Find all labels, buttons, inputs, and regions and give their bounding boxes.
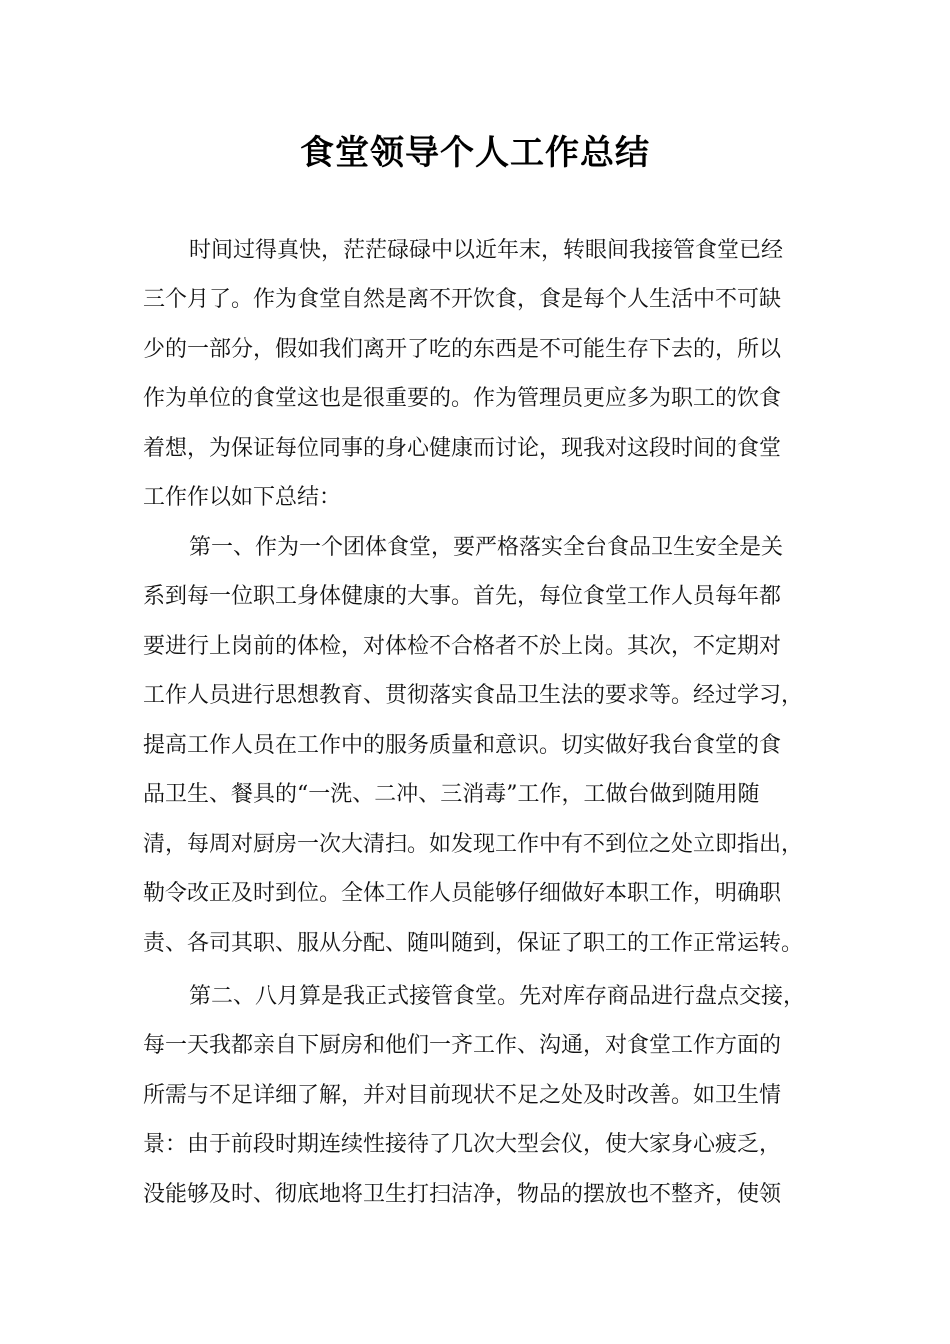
body-line: 品卫生、餐具的“一洗、二冲、三消毒”工作，工做台做到随用随 (143, 782, 760, 807)
body-line: 少的一部分，假如我们离开了吃的东西是不可能生存下去的，所以 (143, 337, 782, 362)
body-line: 所需与不足详细了解，并对目前现状不足之处及时改善。如卫生情 (143, 1083, 782, 1108)
body-line: 责、各司其职、服从分配、随叫随到，保证了职工的工作正常运转。 (143, 931, 804, 956)
document-title: 食堂领导个人工作总结 (300, 133, 650, 173)
body-line: 时间过得真快，茫茫碌碌中以近年末，转眼间我接管食堂已经 (189, 238, 784, 263)
body-line: 工作人员进行思想教育、贯彻落实食品卫生法的要求等。经过学习， (143, 683, 804, 708)
body-line: 每一天我都亲自下厨房和他们一齐工作、沟通，对食堂工作方面的 (143, 1033, 782, 1058)
body-line: 清，每周对厨房一次大清扫。如发现工作中有不到位之处立即指出， (143, 832, 804, 857)
body-line: 勒令改正及时到位。全体工作人员能够仔细做好本职工作，明确职 (143, 881, 782, 906)
body-line: 工作作以如下总结： (143, 485, 342, 510)
body-line: 景：由于前段时期连续性接待了几次大型会仪，使大家身心疲乏， (143, 1132, 782, 1157)
body-line: 没能够及时、彻底地将卫生打扫洁净，物品的摆放也不整齐，使领 (143, 1182, 782, 1207)
body-line: 要进行上岗前的体检，对体检不合格者不於上岗。其次，不定期对 (143, 634, 782, 659)
body-line: 作为单位的食堂这也是很重要的。作为管理员更应多为职工的饮食 (143, 386, 782, 411)
body-line: 系到每一位职工身体健康的大事。首先，每位食堂工作人员每年都 (143, 584, 782, 609)
body-line: 三个月了。作为食堂自然是离不开饮食，食是每个人生活中不可缺 (143, 287, 782, 312)
body-line: 第一、作为一个团体食堂，要严格落实全台食品卫生安全是关 (189, 535, 784, 560)
body-line: 第二、八月算是我正式接管食堂。先对库存商品进行盘点交接， (189, 984, 806, 1009)
body-line: 着想，为保证每位同事的身心健康而讨论，现我对这段时间的食堂 (143, 436, 782, 461)
body-line: 提高工作人员在工作中的服务质量和意识。切实做好我台食堂的食 (143, 733, 782, 758)
